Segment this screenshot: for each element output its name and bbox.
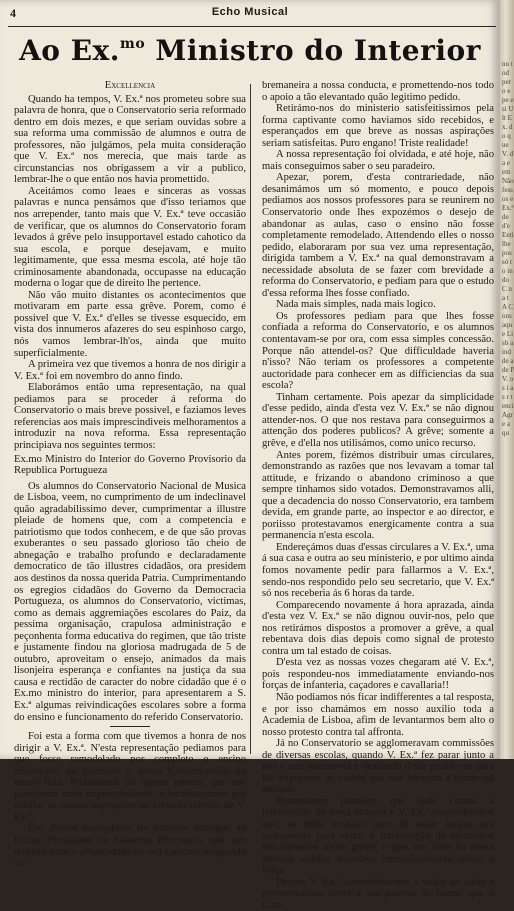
paragraph: Comparecendo novamente á hora aprazada, ainda d'esta vez V. Ex.ª se não dignou ouvir-nos, pelo que nos retirámos dispostos a promover a grêve, a qual rebentava dois dias depois como signal de protesto contra um tal estado de coisas. (262, 599, 494, 657)
paragraph: Antes porem, fizémos distribuir umas circulares, demonstrando as razões que nos levavam a tomar tal attitude, e frizando o abandono criminoso a que sempre tinhamos sido votados. Demonstravamos alli, que a decadencia do nosso Conservatorio, era tambem devida, em grande parte, ao inspector e ao director, e poriisso protestavamos energicamente contra a sua permanencia n'esta escola. (262, 449, 494, 542)
header-rule (8, 26, 496, 27)
salutation: Excellencia (104, 80, 156, 91)
right-column (262, 80, 494, 911)
address-line: Ex.mo Ministro do Interior do Governo Provisorio da Republica Portugueza (14, 453, 246, 477)
title-superscript: mo (120, 36, 146, 52)
paragraph: Os professores pediam para que lhes fosse confiada a reforma do Conservatorio, e os alumnos contentavam-se por ora, com essa simples concessão. Porque não attendel-os? Que difficuldade haveria n'isso? Não teriam os professores a competente auctoridade para conhecer em as difficiencias da sua escola? (262, 310, 494, 392)
paragraph: Endereçámos duas d'essas circulares a V. Ex.ª, uma á sua casa e outra ao seu ministerio, e por ultimo ainda fomos novamente pedir para fallarmos a V. Ex.ª, sendo-nos respondido pelo seu secretario, que V. Ex.ª só nos receberia ás 6 horas da tarde. (262, 541, 494, 600)
title-part-1: Ao Ex. (19, 34, 120, 67)
paragraph: A nossa representação foi olvidada, e até hoje, não mais conseguimos saber o seu paradeiro. (262, 149, 494, 172)
paragraph: Tinham certamente. Pois apezar da simplicidade d'esse pedido, ainda d'esta vez V. Ex.ª se não dignou attender-nos. O que nos restava para conseguirmos a attenção dos poderes publicos? A grêve; somente a grêve, e d'ella nos utilisámos, como unico recurso. (262, 391, 494, 449)
paragraph: Apezar, porem, d'esta contrariedade, não desanimámos um só momento, e pouco depois pediamos aos nossos professores para se reunirem no Conservatorio onde lhes expozémos o desejo de abandonar as aulas, caso o ensino não fosse completamente remodelado. Attendendo elles o nosso pedido, elaboraram por sua vez uma representação, dirigida tambem a V. Ex.ª na qual demonstravam a necessidade absoluta de se fazer com brevidade a reforma do Conservatorio, e pediam para que o estudo d'essa reforma lhes fosse confiado. (262, 172, 494, 299)
adjacent-page-text-fragment: nu tod per o e pe esi Ult Ex. do que V. da e em Não fess os e Ex.ª de d'e Enti lhe pos só t o in do C na t A Cons aque Lisb aind de a de P V. os i as r tenci Agre a qu (502, 60, 514, 437)
column-rule (250, 84, 251, 754)
paragraph: Já no Conservatorio se agglomeravam commissões de diversas escolas, quando V. Ex.ª fez parar junto a nós o seu automovel e descendo d'elle pediu-nos para lhe expormos as razões que nos levaram a tomar tal attitude. (262, 738, 494, 796)
paragraph: Não vão muito distantes os acontecimentos que motivaram em parte essa grêve. Porem, como é possivel que V. Ex.ª d'elles se tivesse esquecido, em vista dos innumeros afazeres do seu espinhoso cargo, nós vamos lembrar-lh'os, ainda que muito superficialmente. (14, 289, 246, 359)
paragraph: Um d'estes exemplares foi também entregue ao Ex.mo Presidente do Governo Provisorio, que nos recebeu com a affabilidade do seu caracter, elogiando so- (14, 823, 246, 870)
paragraph: D'esta vez as nossas vozes chegaram até V. Ex.ª, pois respondeu-nos immediatamente enviando-nos forças de infanteria, caçadores e cavallaria!! (262, 657, 494, 692)
paragraph: Aceitámos como leaes e sinceras as vossas palavras e nunca pensámos que d'isso teriamos que nos arrepender, tanto mais que V. Ex.ª teve occasião de verificar, que os alumnos do Conservatorio foram levados á grêve pelo insupportavel estado cahotico da sua escola, e porque desejavam, e muito legitimamente, que essa mesma escola, até hoje tão criminosamente abandonada, occupasse na educação moderna o logar que de direito lhe pertence. (14, 185, 246, 290)
left-column (14, 80, 246, 870)
paragraph: A primeira vez que tivemos a honra de nos dirigir a V. Ex.ª foi em novembro do anno findo. (14, 359, 246, 382)
running-head: Echo Musical (211, 6, 289, 18)
paragraph: Depois V. Ex.ª aconselhou-nos a voltar ás aulas e prometteu-nos sobre a sua palavra de honra, que o Con- (262, 876, 494, 911)
paragraph: bremaneira a nossa conducta, e promettendo-nos todo o apoio a tão elevantado quão legitimo pedido. (262, 80, 494, 103)
paragraph: Os alumnos do Conservatorio Nacional de Musica de Lisboa, veem, no cumprimento de um indeclinavel quão agradabilissimo dever, cumprimentar a illustre pleiade de homens que, com a competencia e patriotismo que todos conhecem, e de que são provas exuberantes o seu passado glorioso tão cheio de abnegação e trabalho profundo e declaradamente democratico de tão illustres cidadãos, ora presidem aos destinos da nossa querida Patria. Cumprimentando os egregios cidadãos do Governo da Democracia Portugueza, os alumnos do Conservatorio, victimas, como as demais aggremiações escolares do Paiz, da pessima organisação, crapulosa administração e peçonhenta forma educativa do regimen, que tão triste e justamente findou na gloriosa madrugada de 5 de outubro, aproveitam o ensejo, animados da mais lisonjeira esperança e confiantes na justiça da sua causa e rectidão de caracter do nobre cidadão que é o Ex.mo ministro do interior, para apresentarem a S. Ex.ª algumas reivindicações escolares sobre a forma do ensino e funcionamento do referido Conservatorio. (14, 480, 246, 723)
title-part-2: Ministro do Interior (145, 34, 481, 67)
paragraph: Nada mais simples, nada mais logico. (276, 299, 436, 311)
paragraph: Protestámos primeiro que tudo contra a intervenção da força armada e V. Ex.ª respondeu-nos que, se tinha enviado para ali essas forças, era unicamente para evitar a intervenção de elementos reaccionarios n'esta grêve, e que, em vista da nossa attitude ordeira, mandava immediatamente retirar a força. (262, 795, 494, 877)
paragraph: Não podiamos nós ficar indifferentes a tal resposta, e por isso chamámos em nosso auxilio toda a Academia de Lisboa, afim de levantarmos bem alto o nosso protesto contra tal affronta. (262, 691, 494, 738)
section-separator (110, 726, 150, 727)
article-title (0, 34, 500, 67)
paragraph: Elaborámos então uma representação, na qual pediamos para se proceder á reforma do Conservatorio o mais breve possivel, e faziamos leves referencias aos mais imprescindiveis melhoramentos a introduzir na nova reforma. Essa representação principiava nos seguintes termos: (14, 382, 246, 451)
page-number: 4 (10, 6, 16, 20)
paragraph: Quando ha tempos, V. Ex.ª nos prometeu sobre sua palavra de honra, que o Conservatorio seria reformado dentro em dois mezes, e que seriam ouvidas sobre a sua reforma uma commissão de alumnos e outra de professores, não julgámos, pela muita consideração que V. Ex.ª nos merecia, que mais tarde as circunstancias nos obrigassem a vir a publico, lembrar-lhe o que então nos havia promettido. (14, 93, 246, 186)
paragraph: Retirámo-nos do ministerio satisfeitissimos pela forma captivante como haviamos sido recebidos, e esperançados em que breve as nossas aspirações seriam satisfeitas. Puro engano! Triste realidade! (262, 103, 494, 149)
paragraph: Foi esta a forma com que tivemos a honra de nos dirigir a V. Ex.ª. N'esta representação pediamos para que fosse remodelado por completo o ensino ministrado no primeiro e unico Conservatorio do nosso Paiz. Frizavamos ali alguns pontos, que nos pareceram mais imprescindiveis, e terminavamos por confiar as nossas aspirações ao elevado critério de V. Ex.ª. (14, 731, 246, 823)
